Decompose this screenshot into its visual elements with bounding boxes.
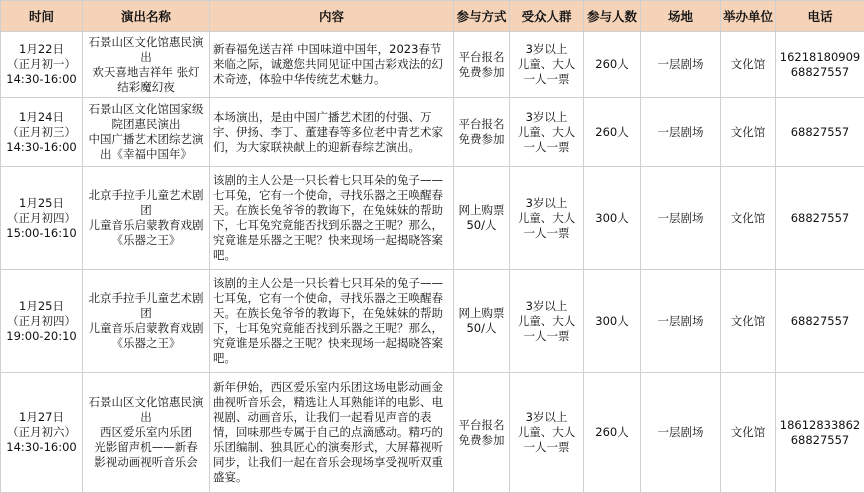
time-cell: 1月25日 （正月初四） 15:00-16:10 bbox=[1, 167, 83, 270]
content-cell: 新年伊始，西区爱乐室内乐团这场电影动画金曲视听音乐会，精选让人耳熟能详的电影、电视剧、动画音乐，让我们一起看见声音的表情，回味那些专属于自己的点滴感动。精巧的乐团编制、独具匠心的演奏形式，大屏幕视听同步，让我们一起在音乐会现场享受视听双重盛宴。 bbox=[210, 373, 454, 493]
method-cell: 平台报名 免费参加 bbox=[454, 32, 510, 98]
content-cell: 本场演出，是由中国广播艺术团的付强、万宇、伊扬、李丁、董建春等多位老中青艺术家们，为大家联袂献上的迎新春综艺演出。 bbox=[210, 98, 454, 167]
audience-cell: 3岁以上 儿童、大人 一人一票 bbox=[510, 373, 584, 493]
table-row bbox=[1, 32, 864, 98]
organizer-cell: 文化馆 bbox=[721, 167, 776, 270]
header-venue: 场地 bbox=[641, 1, 721, 32]
venue-cell: 一层剧场 bbox=[641, 167, 721, 270]
header-audience: 受众人群 bbox=[510, 1, 584, 32]
content-cell: 新春福免送吉祥 中国味道中国年，2023春节来临之际，诚邀您共同见证中国古彩戏法的幻术奇迹，体验中华传统艺术魅力。 bbox=[210, 32, 454, 98]
method-cell: 平台报名 免费参加 bbox=[454, 373, 510, 493]
title-cell: 石景山区文化馆惠民演 出 西区爱乐室内乐团 光影留声机——新春 影视动画视听音乐会 bbox=[83, 373, 210, 493]
method-cell: 网上购票 50/人 bbox=[454, 167, 510, 270]
table-row bbox=[1, 373, 864, 493]
method-cell: 平台报名 免费参加 bbox=[454, 98, 510, 167]
phone-cell: 68827557 bbox=[776, 167, 864, 270]
venue-cell: 一层剧场 bbox=[641, 373, 721, 493]
count-cell: 300人 bbox=[584, 270, 641, 373]
header-organizer: 举办单位 bbox=[721, 1, 776, 32]
venue-cell: 一层剧场 bbox=[641, 32, 721, 98]
time-cell: 1月24日 （正月初三） 14:30-16:00 bbox=[1, 98, 83, 167]
audience-cell: 3岁以上 儿童、大人 一人一票 bbox=[510, 98, 584, 167]
audience-cell: 3岁以上 儿童、大人 一人一票 bbox=[510, 167, 584, 270]
time-cell: 1月25日 （正月初四） 19:00-20:10 bbox=[1, 270, 83, 373]
title-cell: 北京手拉手儿童艺术剧 团 儿童音乐启蒙教育戏剧 《乐器之王》 bbox=[83, 167, 210, 270]
venue-cell: 一层剧场 bbox=[641, 98, 721, 167]
count-cell: 300人 bbox=[584, 167, 641, 270]
header-row bbox=[1, 1, 864, 32]
organizer-cell: 文化馆 bbox=[721, 32, 776, 98]
title-cell: 石景山区文化馆国家级 院团惠民演出 中国广播艺术团综艺演 出《幸福中国年》 bbox=[83, 98, 210, 167]
header-count: 参与人数 bbox=[584, 1, 641, 32]
phone-cell: 68827557 bbox=[776, 270, 864, 373]
count-cell: 260人 bbox=[584, 98, 641, 167]
count-cell: 260人 bbox=[584, 32, 641, 98]
organizer-cell: 文化馆 bbox=[721, 98, 776, 167]
phone-cell: 68827557 bbox=[776, 98, 864, 167]
organizer-cell: 文化馆 bbox=[721, 373, 776, 493]
content-cell: 该剧的主人公是一只长着七只耳朵的兔子——七耳兔，它有一个使命，寻找乐器之王唤醒春天。在族长兔爷爷的教诲下，在兔妹妹的帮助下，七耳兔究竟能否找到乐器之王呢？那么，究竟谁是乐器之王呢？快来现场一起揭晓答案吧。 bbox=[210, 167, 454, 270]
time-cell: 1月22日 （正月初一） 14:30-16:00 bbox=[1, 32, 83, 98]
header-content: 内容 bbox=[210, 1, 454, 32]
phone-cell: 18612833862 68827557 bbox=[776, 373, 864, 493]
header-phone: 电话 bbox=[776, 1, 864, 32]
header-title: 演出名称 bbox=[83, 1, 210, 32]
audience-cell: 3岁以上 儿童、大人 一人一票 bbox=[510, 32, 584, 98]
phone-cell: 16218180909 68827557 bbox=[776, 32, 864, 98]
header-time: 时间 bbox=[1, 1, 83, 32]
header-method: 参与方式 bbox=[454, 1, 510, 32]
table-row bbox=[1, 270, 864, 373]
title-cell: 北京手拉手儿童艺术剧 团 儿童音乐启蒙教育戏剧 《乐器之王》 bbox=[83, 270, 210, 373]
method-cell: 网上购票 50/人 bbox=[454, 270, 510, 373]
organizer-cell: 文化馆 bbox=[721, 270, 776, 373]
table-row bbox=[1, 98, 864, 167]
venue-cell: 一层剧场 bbox=[641, 270, 721, 373]
time-cell: 1月27日 （正月初六） 14:30-16:00 bbox=[1, 373, 83, 493]
audience-cell: 3岁以上 儿童、大人 一人一票 bbox=[510, 270, 584, 373]
content-cell: 该剧的主人公是一只长着七只耳朵的兔子——七耳兔，它有一个使命，寻找乐器之王唤醒春天。在族长兔爷爷的教诲下，在兔妹妹的帮助下，七耳兔究竟能否找到乐器之王呢？那么，究竟谁是乐器之王呢？快来现场一起揭晓答案吧。 bbox=[210, 270, 454, 373]
count-cell: 260人 bbox=[584, 373, 641, 493]
table-row bbox=[1, 167, 864, 270]
title-cell: 石景山区文化馆惠民演 出 欢天喜地吉祥年 张灯 结彩魔幻夜 bbox=[83, 32, 210, 98]
